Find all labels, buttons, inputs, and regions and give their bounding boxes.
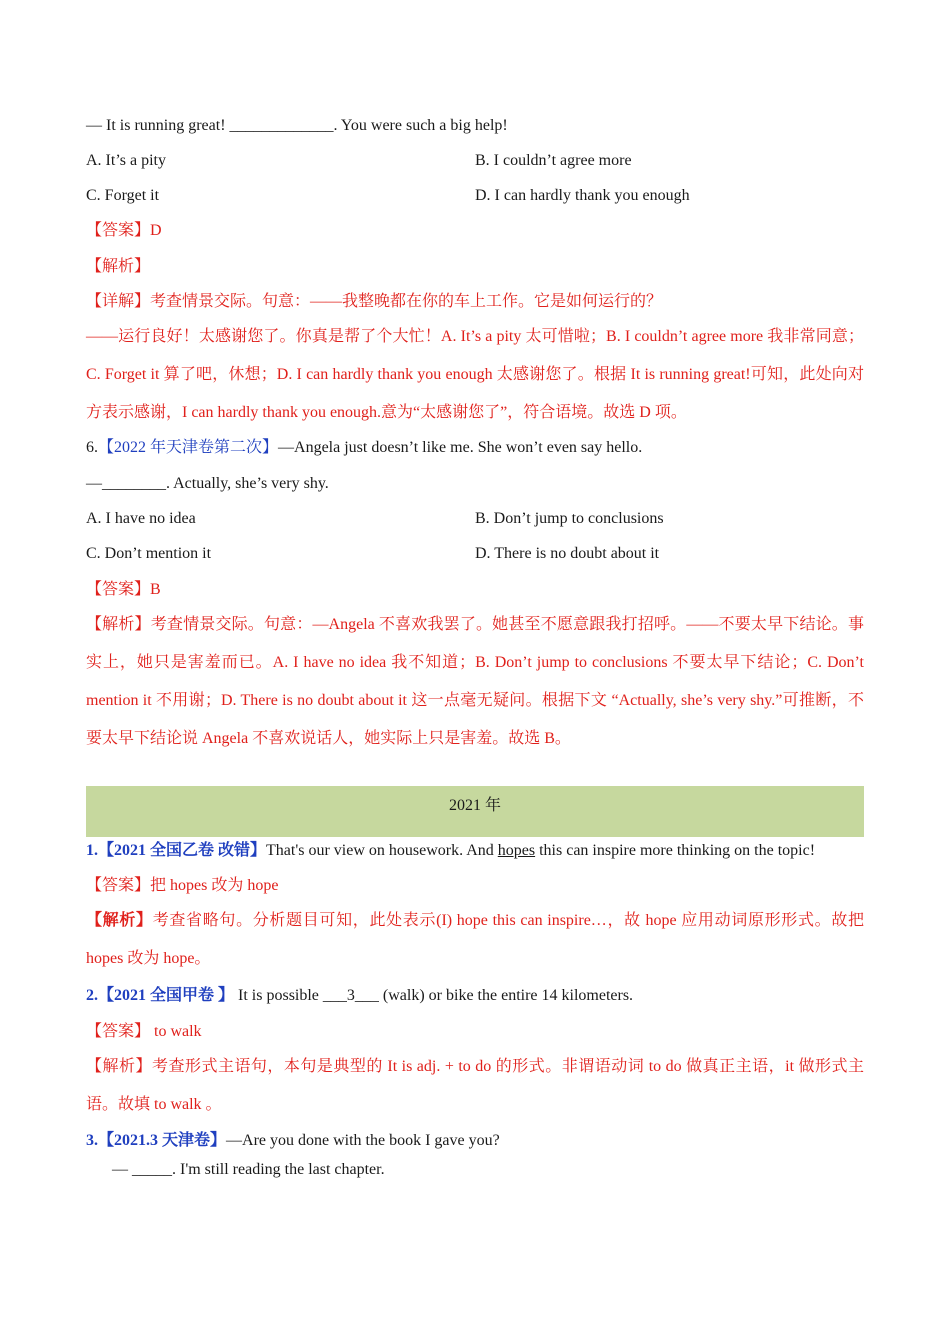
question-6-reply: —________. Actually, she’s very shy. [86, 475, 329, 492]
question-2021-2 [86, 986, 866, 1006]
option-a: A. I have no idea [86, 510, 196, 527]
option-c: C. Don’t mention it [86, 545, 212, 562]
blank-number: ___3___ [322, 987, 379, 1004]
analysis-text: 【解析】考查情景交际。句意：—Angela 不喜欢我罢了。她甚至不愿意跟我打招呼。——不要太早下结论。事实上，她只是害羞而已。A. I have no idea 我不知道；B. Don’t jump to conclusions 不要太早下结论；C. Don’t mention it 不用谢；D. There is no doubt about it 这一点毫无疑问。根据下文 “Actually, she’s very shy.”可推断，不要太早下结论说 Angela 不喜欢说话人，她实际上只是害羞。故选 B。 [86, 616, 864, 747]
option-a: A. It’s a pity [86, 152, 166, 169]
option-c: C. Forget it [86, 187, 160, 204]
detail-explanation: ——运行良好！太感谢您了。你真是帮了个大忙！A. It’s a pity 太可惜啦；B. I couldn’t agree more 我非常同意；C. Forget it 算了吧，休想；D. I can hardly thank you enough 太感谢您了。根据 It is running great!可知，此处向对方表示感谢，I can hardly thank you enough.意为“太感谢您了”，符合语境。故选 D 项。 [86, 328, 864, 421]
option-d: D. There is no doubt about it [475, 545, 660, 562]
question-2021-3 [86, 1131, 866, 1151]
answer-label: 【答案】把 hopes 改为 hope [86, 877, 279, 894]
question-stem: — It is running great! _____________. You were such a big help! [86, 117, 508, 134]
analysis-label: 【解析】 [86, 258, 151, 275]
question-text-end: this can inspire more thinking on the topic! [535, 842, 816, 859]
question-text: It is possible [234, 987, 323, 1004]
question-6-stem [86, 438, 866, 458]
question-text-end: (walk) or bike the entire 14 kilometers. [378, 987, 634, 1004]
option-d: D. I can hardly thank you enough [475, 187, 690, 204]
year-label: 2021 年 [448, 797, 501, 814]
question-source: 【2022 年天津卷第二次】 [98, 439, 279, 456]
question-tag: 2.【2021 全国甲卷 】 [86, 987, 235, 1004]
detail-heading: 【详解】考查情景交际。句意：——我整晚都在你的车上工作。它是如何运行的？ [86, 293, 663, 310]
analysis-text: 【解析】考查形式主语句，本句是典型的 It is adj. + to do 的形式。非谓语动词 to do 做真正主语，it 做形式主语。故填 to walk 。 [86, 1058, 864, 1113]
analysis-text [86, 902, 864, 978]
question-tag: 1.【2021 全国乙卷 改错】 [86, 842, 267, 859]
question-text: —Are you done with the book I gave you? [226, 1132, 500, 1149]
error-word: hopes [497, 842, 536, 859]
option-b: B. I couldn’t agree more [475, 152, 632, 169]
question-tag: 3.【2021.3 天津卷】 [86, 1132, 227, 1149]
answer-label: 【答案】 to walk [86, 1023, 202, 1040]
answer-label: 【答案】D [86, 222, 162, 239]
question-2021-1 [86, 841, 866, 861]
analysis-tag: 【解析】 [86, 912, 153, 929]
question-number: 6. [86, 439, 98, 456]
year-section-header [86, 786, 864, 837]
option-b: B. Don’t jump to conclusions [475, 510, 664, 527]
analysis-body: 考查省略句。分析题目可知，此处表示(I) hope this can inspire…，故 hope 应用动词原形形式。故把 hopes 改为 hope。 [86, 912, 864, 967]
question-text: That's our view on housework. And [266, 842, 498, 859]
question-reply: — _____. I'm still reading the last chapter. [112, 1161, 385, 1178]
question-text: —Angela just doesn’t like me. She won’t even say hello. [278, 439, 643, 456]
answer-label: 【答案】B [86, 581, 161, 598]
